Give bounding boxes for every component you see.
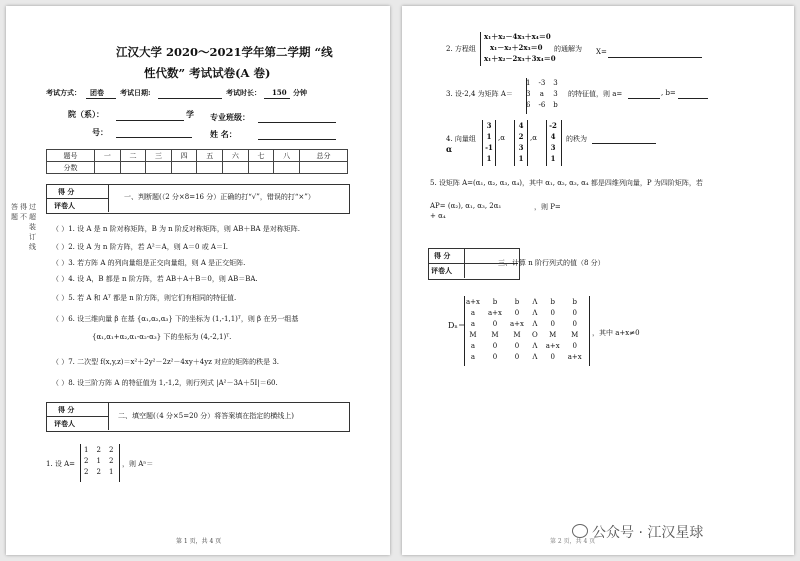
vector-entry: -1 bbox=[485, 143, 493, 152]
determinant-matrix bbox=[462, 296, 586, 362]
judge-item-3: （ ）3. 若方阵 A 的列向量组是正交向量组，则 A 是正交矩阵. bbox=[52, 259, 246, 267]
vector-entry: 3 bbox=[518, 143, 524, 152]
question-5-end: ，则 P= bbox=[534, 203, 561, 211]
exam-date-field bbox=[158, 98, 222, 99]
section1-heading: 一、判断题(（2 分×8=16 分）正确的打“√”，错误的打“×”） bbox=[124, 193, 315, 201]
det-cell: M bbox=[513, 330, 521, 339]
question-3-suffix: 的特征值，则 a= bbox=[568, 90, 623, 98]
exam-page-1 bbox=[6, 6, 390, 555]
exam-date-label: 考试日期: bbox=[120, 88, 151, 97]
score-row-label: 分数 bbox=[47, 162, 95, 174]
det-cell: 0 bbox=[572, 308, 577, 317]
question-2-answer-label: X= bbox=[596, 48, 607, 56]
section3-grader-label: 评卷人 bbox=[431, 266, 452, 275]
judge-item-6: （ ）6. 设三维向量 β 在基 {α₁,α₂,α₃} 下的坐标为 (1,-1,1)ᵀ，则 β 在另一组基 bbox=[52, 315, 299, 323]
det-cell: 0 bbox=[492, 319, 498, 328]
matrix-cell: b bbox=[553, 100, 558, 109]
exam-time-unit: 分钟 bbox=[293, 88, 307, 97]
judge-item-2: （ ）2. 设 A 为 n 阶方阵，若 A²＝A，则 A＝0 或 A＝I. bbox=[52, 243, 228, 251]
class-field bbox=[258, 122, 336, 123]
matrix-cell: 1 bbox=[526, 78, 531, 87]
score-header-cell: 五 bbox=[197, 150, 223, 162]
matrix-cell: 6 bbox=[526, 100, 531, 109]
exam-title-line1: 江汉大学 2020～2021学年第二学期 “线 bbox=[116, 45, 333, 59]
score-header-cell: 七 bbox=[248, 150, 274, 162]
question-3-b-field bbox=[678, 98, 708, 99]
vector-entry: 1 bbox=[550, 154, 556, 163]
vector-entry: 3 bbox=[550, 143, 556, 152]
matrix-cell: 3 bbox=[526, 89, 531, 98]
page-footer: 第 1 页，共 4 页 bbox=[176, 538, 222, 545]
score-header-cell: 六 bbox=[223, 150, 249, 162]
section3-score-label: 得 分 bbox=[434, 251, 451, 260]
page-footer: 第 2 页，共 4 页 bbox=[550, 538, 596, 545]
exam-method-label: 考试方式： bbox=[46, 88, 81, 97]
binding-char: 装 bbox=[29, 223, 36, 231]
binding-line-notice bbox=[10, 202, 46, 252]
det-cell: a+x bbox=[488, 308, 502, 317]
det-cell: 0 bbox=[572, 319, 577, 328]
exam-time-label: 考试时长： bbox=[226, 88, 261, 97]
question-5-line2b: + α₄ bbox=[430, 212, 446, 220]
college-field bbox=[116, 120, 184, 121]
question-5-line2: AP= (α₂), α₁, α₃, 2α₁ bbox=[430, 202, 502, 210]
det-cell: a+x bbox=[545, 341, 560, 350]
score-table bbox=[46, 149, 348, 174]
matrix-cell: 2 bbox=[96, 445, 101, 454]
matrix-cell: 1 bbox=[108, 467, 114, 476]
section1-grader-label: 评卷人 bbox=[54, 201, 75, 210]
det-cell: Λ bbox=[532, 308, 538, 317]
binding-char: 过 bbox=[29, 203, 36, 211]
vector-entry: 3 bbox=[486, 121, 492, 130]
binding-char: 得 bbox=[20, 203, 27, 211]
det-cell: a bbox=[470, 341, 476, 350]
fill-question-1-suffix: ，则 Aⁿ＝ bbox=[122, 460, 154, 468]
fill-question-1-matrix bbox=[80, 444, 117, 477]
matrix-cell: 2 bbox=[96, 467, 101, 476]
det-cell: 0 bbox=[550, 319, 555, 328]
score-cell bbox=[248, 162, 274, 174]
section3-heading: 三、计算 n 阶行列式的值（8 分） bbox=[498, 259, 605, 267]
exam-title-line2: 性代数” 考试试卷(A 卷) bbox=[144, 66, 271, 80]
name-field bbox=[258, 139, 336, 140]
class-label: 专业班级： bbox=[210, 112, 250, 122]
question-3-a-field bbox=[628, 98, 660, 99]
judge-item-5: （ ）5. 若 A 和 Aᵀ 都是 n 阶方阵，则它们有相同的特征值. bbox=[52, 294, 237, 302]
matrix-cell: 1 bbox=[96, 456, 101, 465]
score-cell bbox=[274, 162, 300, 174]
det-cell: 0 bbox=[492, 352, 498, 361]
question-4-answer-field bbox=[592, 143, 656, 144]
judge-item-8: （ ）8. 设三阶方阵 A 的特征值为 1,-1,2，则行列式 |A²－3A＋5I|＝60. bbox=[52, 379, 278, 387]
vector-3 bbox=[548, 120, 558, 164]
vector-entry: 2 bbox=[518, 132, 524, 141]
question-4-suffix: 的秩为 bbox=[566, 135, 587, 143]
score-cell bbox=[223, 162, 249, 174]
vector-1 bbox=[485, 120, 493, 164]
det-cell: b bbox=[492, 297, 498, 306]
det-cell: M bbox=[469, 330, 477, 339]
question-4-prefix: 4. 向量组 bbox=[446, 135, 476, 143]
score-table-score-row bbox=[47, 162, 348, 174]
det-cell: b bbox=[514, 297, 520, 306]
question-2-prefix: 2. 方程组 bbox=[446, 45, 476, 53]
matrix-cell: 2 bbox=[84, 456, 89, 465]
det-cell: 0 bbox=[492, 341, 498, 350]
det-cell: M bbox=[549, 330, 557, 339]
det-cell: Λ bbox=[532, 297, 538, 306]
score-table-header-row bbox=[47, 150, 348, 162]
det-cell: Λ bbox=[532, 352, 538, 361]
binding-char: 不 bbox=[20, 213, 27, 221]
vector-entry: 1 bbox=[486, 132, 492, 141]
det-cell: a+x bbox=[510, 319, 524, 328]
binding-char: 线 bbox=[29, 243, 36, 251]
judge-item-4: （ ）4. 设 A，B 都是 n 阶方阵，若 AB＋A＋B＝0，则 AB＝BA. bbox=[52, 275, 258, 283]
det-cell: 0 bbox=[550, 352, 555, 361]
question-3-b-label: , b= bbox=[661, 89, 676, 97]
question-3-prefix: 3. 设-2,4 为矩阵 A＝ bbox=[446, 90, 513, 98]
binding-char: 题 bbox=[11, 213, 18, 221]
det-cell: Λ bbox=[532, 319, 538, 328]
exam-page-2: 2. 方程组 x₁＋x₂－4x₃＋x₄＝0 x₁－x₂＋2x₃＝0 x₁＋x₂－2x₃＋3x₄＝0 的通解为 X= 3. 设-2,4 为矩阵 A＝ 1 -3 3 3 a 3 6 -6 b 的特征值，则 a= , b= 4. 向量组 α 3 1 -1 1 ,α 4 2 3 1 ,α -2 4 3 1 的秩为 5. 设矩阵 A=(α₁, α₂, α₃, α₄)，其中 α₁, α₂, α₃, α₄ 都是四维列向量，P 为四阶矩阵，若 AP= (α₂), α₁, α₃, 2α₁ + α₄ ，则 P= 得 分 评卷人 三、计算 n 阶行列式的值（8 分） Dₙ＝ a+x b b Λ b b a a+x 0 Λ 0 0 a 0 a+x Λ 0 0 M M M O M M a 0 0 Λ a+x 0 a 0 0 Λ 0 a+x ，其中 a+x≠0 公众号 · 江汉星球 第 2 页，共 4 页 bbox=[402, 6, 794, 555]
det-cell: 0 bbox=[514, 341, 520, 350]
determinant-suffix: ，其中 a+x≠0 bbox=[592, 329, 640, 337]
section2-heading: 二、填空题(（4 分×5=20 分）将答案填在指定的横线上) bbox=[118, 412, 294, 420]
equation-row: x₁＋x₂－4x₃＋x₄＝0 bbox=[484, 32, 551, 41]
section2-grader-label: 评卷人 bbox=[54, 419, 75, 428]
name-label: 姓 名： bbox=[210, 129, 237, 139]
determinant-label: Dₙ＝ bbox=[448, 321, 466, 330]
section2-score-label: 得 分 bbox=[58, 405, 75, 414]
matrix-cell: 3 bbox=[553, 89, 558, 98]
det-cell: M bbox=[571, 330, 579, 339]
matrix-cell: -6 bbox=[538, 100, 546, 109]
question-3-matrix bbox=[522, 77, 562, 110]
score-header-cell: 总分 bbox=[299, 150, 347, 162]
question-2-answer-field bbox=[608, 57, 702, 58]
det-cell: a bbox=[470, 308, 476, 317]
exam-method-underline bbox=[86, 98, 116, 99]
alpha-symbol: α bbox=[446, 144, 453, 154]
det-cell: a bbox=[470, 352, 476, 361]
det-cell: a+x bbox=[567, 352, 582, 361]
matrix-cell: 2 bbox=[84, 467, 89, 476]
watermark-text: 公众号 · 江汉星球 bbox=[592, 525, 704, 541]
matrix-cell: 2 bbox=[108, 445, 114, 454]
score-header-cell: 二 bbox=[120, 150, 146, 162]
binding-char: 答 bbox=[11, 203, 18, 211]
binding-char: 超 bbox=[29, 213, 36, 221]
equation-row: x₁－x₂＋2x₃＝0 bbox=[490, 43, 543, 52]
det-cell: 0 bbox=[514, 352, 520, 361]
judge-item-6-cont: {α₁,α₁+α₂,α₁-α₂-α₃} 下的坐标为 (4,-2,1)ᵀ. bbox=[92, 333, 232, 341]
det-cell: b bbox=[550, 297, 555, 306]
score-header-cell: 题号 bbox=[47, 150, 95, 162]
det-cell: Λ bbox=[532, 341, 538, 350]
vector-2 bbox=[517, 120, 525, 164]
det-cell: M bbox=[491, 330, 499, 339]
vector-entry: -2 bbox=[549, 121, 557, 130]
judge-item-1: （ ）1. 设 A 是 n 阶对称矩阵，B 为 n 阶反对称矩阵，则 AB＋BA 是对称矩阵. bbox=[52, 225, 300, 233]
vector-entry: 1 bbox=[486, 154, 492, 163]
score-header-cell: 八 bbox=[274, 150, 300, 162]
exam-time-underline bbox=[264, 98, 290, 99]
student-id-label: 号： bbox=[92, 127, 108, 137]
section1-score-label: 得 分 bbox=[58, 187, 75, 196]
exam-method-value: 团卷 bbox=[90, 88, 104, 97]
question-2-suffix: 的通解为 bbox=[554, 45, 582, 53]
matrix-cell: a bbox=[539, 89, 544, 98]
det-cell: a+x bbox=[466, 297, 480, 306]
matrix-cell: 2 bbox=[108, 456, 114, 465]
score-header-cell: 四 bbox=[171, 150, 197, 162]
det-cell: 0 bbox=[514, 308, 520, 317]
student-id-field bbox=[116, 137, 192, 138]
binding-char: 订 bbox=[29, 233, 36, 241]
judge-item-7: （ ）7. 二次型 f(x,y,z)＝x²＋2y²－2z²－4xy＋4yz 对应的矩阵的秩是 3. bbox=[52, 358, 280, 366]
matrix-cell: 1 bbox=[84, 445, 89, 454]
score-cell bbox=[299, 162, 347, 174]
matrix-cell: -3 bbox=[538, 78, 546, 87]
score-header-cell: 三 bbox=[146, 150, 172, 162]
score-cell bbox=[146, 162, 172, 174]
vector-entry: 4 bbox=[518, 121, 524, 130]
vector-entry: 4 bbox=[550, 132, 556, 141]
score-cell bbox=[197, 162, 223, 174]
score-cell bbox=[120, 162, 146, 174]
fill-question-1-prefix: 1. 设 A= bbox=[46, 460, 76, 468]
matrix-cell: 3 bbox=[553, 78, 558, 87]
det-cell: 0 bbox=[550, 308, 555, 317]
det-cell: O bbox=[532, 330, 538, 339]
vector-entry: 1 bbox=[518, 154, 524, 163]
score-cell bbox=[171, 162, 197, 174]
college-label: 院（系）： bbox=[68, 109, 104, 119]
score-header-cell: 一 bbox=[95, 150, 121, 162]
question-5-text: 5. 设矩阵 A=(α₁, α₂, α₃, α₄)，其中 α₁, α₂, α₃, α₄ 都是四维列向量，P 为四阶矩阵，若 bbox=[430, 179, 703, 187]
det-cell: a bbox=[470, 319, 476, 328]
exam-time-value: 150 bbox=[272, 88, 287, 97]
score-cell bbox=[95, 162, 121, 174]
equation-row: x₁＋x₂－2x₃＋3x₄＝0 bbox=[484, 54, 556, 63]
det-cell: b bbox=[572, 297, 577, 306]
student-label: 学 bbox=[186, 109, 194, 119]
det-cell: 0 bbox=[572, 341, 577, 350]
